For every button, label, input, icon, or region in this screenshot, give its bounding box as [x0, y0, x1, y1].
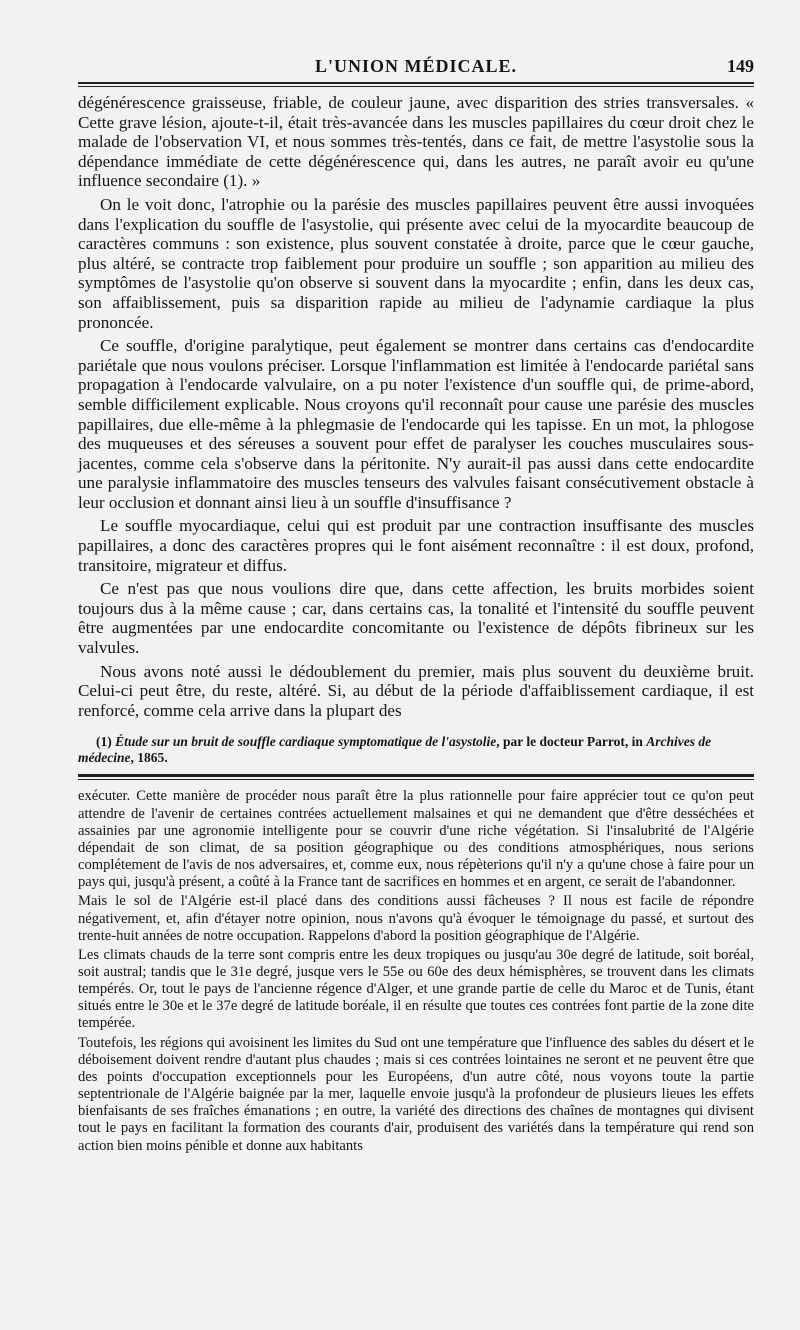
paragraph: Ce n'est pas que nous voulions dire que, dans cette affection, les bruits morbides soient toujours dus à la même cause ; car, dans certains cas, la tonalité et l'intensité du souffle peuvent être augmentées par une endocardite concomitante ou l'existence de dépôts fibrineux sur les valvules. [78, 579, 754, 658]
paragraph: Nous avons noté aussi le dédoublement du premier, mais plus souvent du deuxième bruit. Celui-ci peut être, du reste, altéré. Si, au début de la période d'affaiblissement cardiaque, il est renforcé, comme cela arrive dans la plupart des [78, 661, 754, 720]
footnote-year: , 1865. [130, 750, 168, 766]
paragraph: Ce souffle, d'origine paralytique, peut également se montrer dans certains cas d'endocardite pariétale que nous voulons préciser. Lorsque l'inflammation est limitée à l'endocarde pariétal sans propagation à l'endocarde valvulaire, on a pu noter l'existence d'un souffle qui, de prime-abord, semble difficilement explicable. Nous croyons qu'il reconnaît pour cause une parésie des muscles papillaires, due elle-même à la phlegmasie de l'endocarde qui les tapisse. En un mot, la phlogose des muqueuses et des séreuses a souvent pour effet de paralyser les couches musculaires sous-jacentes, comme cela s'observe dans la péritonite. N'y aurait-il pas aussi dans cette endocardite une paralysie inflammatoire des muscles tenseurs des valvules faisant consécutivement obstacle à leur occlusion et donnant ainsi lieu à un souffle d'insuffisance ? [78, 336, 754, 512]
journal-page [78, 56, 754, 1155]
journal-title: L'UNION MÉDICALE. [314, 56, 518, 76]
page-number: 149 [727, 56, 754, 76]
main-article [78, 93, 754, 720]
second-article [78, 788, 754, 1154]
footnote [78, 734, 754, 766]
paragraph: On le voit donc, l'atrophie ou la parésie des muscles papillaires peuvent être aussi invoquées dans l'explication du souffle de l'asystolie, qui présente avec celui de la myocardite beaucoup de caractères communs : son existence, plus souvent constatée à droite, parce que le cœur gauche, plus altéré, se contracte trop faiblement pour produire un souffle ; son apparition au milieu des symptômes de l'asystolie qu'on observe si souvent dans la myocardite ; enfin, dans les deux cas, son affaiblissement, puis sa disparition rapide au milieu de l'adynamie cardiaque la plus prononcée. [78, 194, 754, 332]
paragraph: exécuter. Cette manière de procéder nous paraît être la plus rationnelle pour faire apprécier tout ce qu'on peut attendre de l'avenir de certaines contrées actuellement malsaines et qui ne demandent que d'être desséchées et assainies par une agronomie intelligente pour se couvrir d'une riche végétation. Si l'insalubrité de l'Algérie dépendait de son climat, de sa position géographique ou des conditions atmosphériques, nous serions complétement de l'avis de nos adversaires, et, comme eux, nous répèterions qu'il n'y a qu'une chose à faire pour un pays qui, jusqu'à présent, a coûté à la France tant de sacrifices en hommes et en argent, ce serait de l'abandonner. [78, 788, 754, 891]
running-head [78, 56, 754, 82]
footnote-text: , par le docteur Parrot, in [496, 734, 647, 750]
paragraph: Les climats chauds de la terre sont compris entre les deux tropiques ou jusqu'au 30e degré de latitude, soit boréal, soit austral; tandis que le 31e degré, jusque vers le 55e ou 60e des deux hémisphères, se trouvent dans les climats tempérés. Or, tout le pays de l'ancienne régence d'Alger, et une grande partie de celle du Maroc et de Tunis, étant situés entre le 30e et le 37e degré de latitude boréale, il en résulte que toutes ces contrées font partie de la zone dite tempérée. [78, 946, 754, 1032]
paragraph: dégénérescence graisseuse, friable, de couleur jaune, avec disparition des stries transversales. « Cette grave lésion, ajoute-t-il, était très-avancée dans les muscles papillaires du cœur droit chez le malade de l'observation VI, et nous sommes très-tentés, dans ce fait, de mettre l'asystolie sous la dépendance immédiate de cette dégénérescence qui, dans les autres, ne paraît avoir eu qu'une influence secondaire (1). » [78, 93, 754, 191]
section-rule [78, 774, 754, 780]
footnote-title: Étude sur un bruit de souffle cardiaque symptomatique de l'asystolie [115, 734, 497, 750]
paragraph: Mais le sol de l'Algérie est-il placé dans des conditions aussi fâcheuses ? Il nous est facile de répondre négativement, et, afin d'étayer notre opinion, nous n'avons qu'à évoquer le témoignage du passé, et surtout des trente-huit années de notre occupation. Rappelons d'abord la position géographique de l'Algérie. [78, 893, 754, 944]
paragraph: Toutefois, les régions qui avoisinent les limites du Sud ont une température que l'influence des sables du désert et le déboisement doivent rendre d'autant plus chaudes ; mais si ces contrées lointaines ne seront et ne peuvent être que des points d'occupation exceptionnels pour les Européens, d'un autre côté, nous voyons toute la partie septentrionale de l'Algérie baignée par la mer, laquelle envoie jusqu'à la profondeur de plusieurs lieues les effets bienfaisants de ses fraîches émanations ; en outre, la variété des directions des chaînes de montagnes qui divisent tout le pays en facilitant la formation des courants d'air, produisent des variétés dans la température qui rend son action bien moins pénible et donne aux habitants [78, 1034, 755, 1154]
footnote-source: Archives de médecine [78, 734, 712, 766]
paragraph: Le souffle myocardiaque, celui qui est produit par une contraction insuffisante des muscles papillaires, a donc des caractères propres qui le font aisément reconnaître : il est doux, profond, transitoire, migrateur et diffus. [78, 516, 754, 575]
header-rule [78, 82, 754, 87]
footnote-marker: (1) [96, 734, 112, 750]
